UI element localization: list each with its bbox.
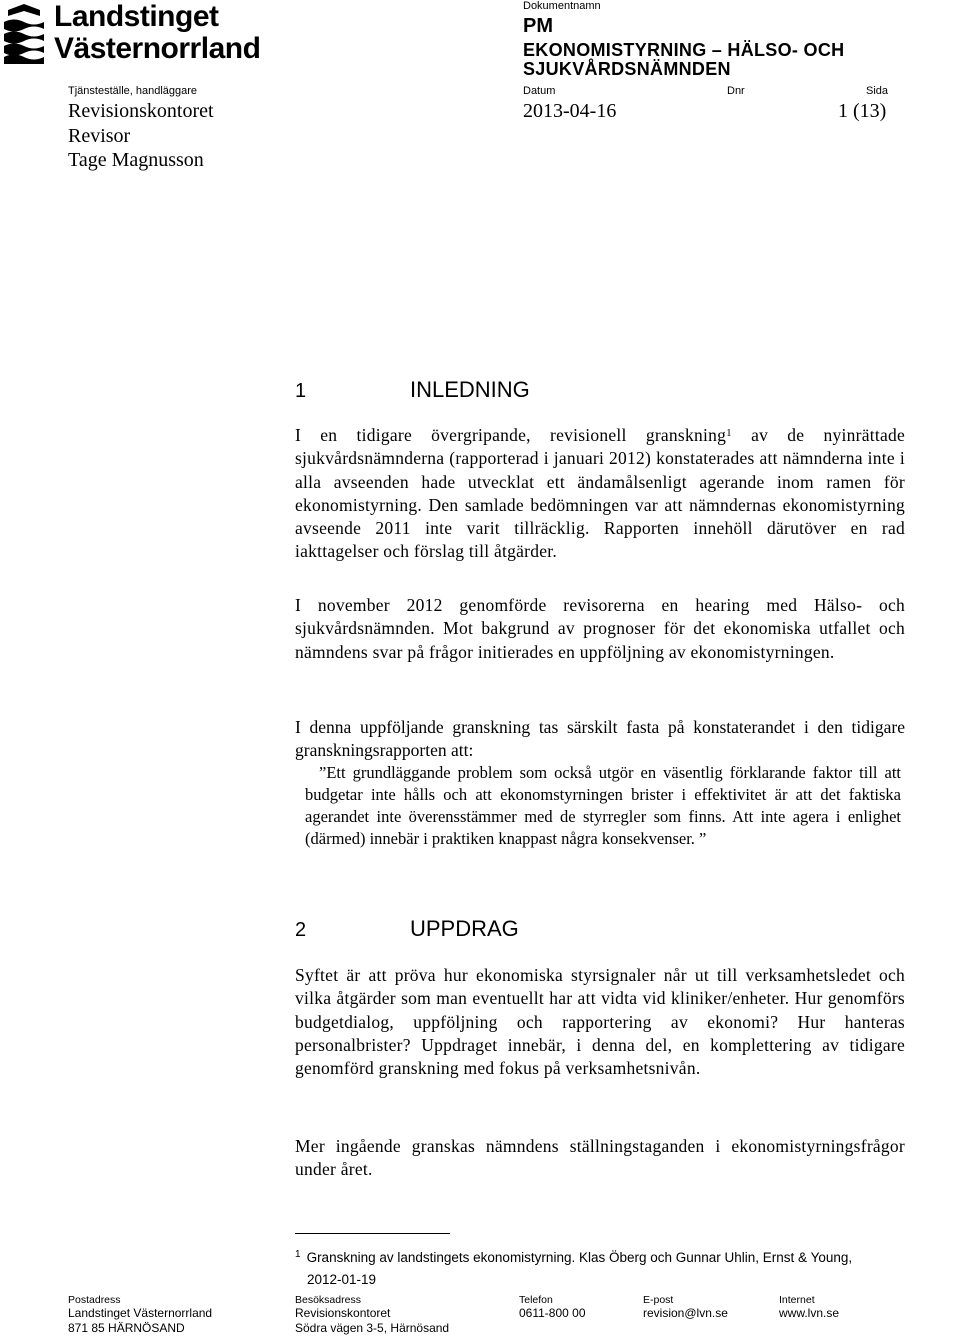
intro-paragraph — [295, 424, 905, 564]
section-title: INLEDNING — [410, 377, 530, 402]
page-label: Sida — [866, 85, 889, 97]
footer-phone-label: Telefon — [519, 1294, 553, 1306]
footnote-line2: 2012-01-19 — [307, 1272, 377, 1287]
organization-logo — [2, 0, 282, 68]
footnote-separator — [295, 1233, 450, 1234]
footer-postal-line1: Landstinget Västernorrland — [68, 1306, 213, 1320]
logo-wordmark-line2: Västernorrland — [54, 32, 261, 65]
footer-postal-label: Postadress — [68, 1294, 121, 1306]
department: Revisionskontoret — [68, 100, 214, 122]
page-number: 1 (13) — [838, 100, 887, 122]
quoted-finding: ”Ett grundläggande problem som också utgör en väsentlig förklarande faktor till att budgetar inte hålls och att ekonomstyrningen brister i effektivitet är att det faktiska agerandet inte överensstämmer med de styrregler som finns. Att inte agera i enlighet (därmed) innebär i praktiken knappast några konsekvenser. ” — [305, 763, 901, 848]
document-date: 2013-04-16 — [523, 100, 617, 122]
footer-phone: 0611-800 00 — [519, 1306, 586, 1320]
footer-email-label: E-post — [643, 1294, 674, 1306]
footnote-line1 — [295, 1248, 895, 1270]
hearing-paragraph: I november 2012 genomförde revisorerna en hearing med Hälso- och sjukvårdsnämnden. Mot bakgrund av prognoser för det ekonomiska utfallet och nämndens svar på frågor initierades en uppföljning av ekonomistyrningen. — [295, 595, 905, 662]
section-number: 2 — [295, 919, 307, 941]
section-title: UPPDRAG — [410, 916, 519, 941]
footnote-text: Granskning av landstingets ekonomistyrning. Klas Öberg och Gunnar Uhlin, Ernst & Young, — [306, 1250, 853, 1265]
author-role: Revisor — [68, 125, 131, 147]
footer-postal-line2: 871 85 HÄRNÖSAND — [68, 1321, 185, 1335]
footer-web-link[interactable]: www.lvn.se — [779, 1306, 840, 1320]
intro-text-rest: av de nyinrättade sjukvårdsnämnderna (rapporterad i januari 2012) konstaterades att nämnderna inte i alla avseenden hade utvecklat ett ändamålsenligt agerande inom ramen för ekonomistyrning. Den samlade bedömningen var att nämndernas ekonomistyrning avseende 2011 inte varit tillräcklig. Rapporten innehöll därutöver en rad iakttagelser och förslag till åtgärder. — [295, 425, 905, 562]
intro-text-start: I en tidigare övergripande, revisionell granskning — [295, 425, 727, 445]
footer-web-label: Internet — [779, 1294, 815, 1306]
workplace-label: Tjänsteställe, handläggare — [68, 85, 198, 97]
assignment-paragraph: Syftet är att pröva hur ekonomiska styrsignaler når ut till verksamhetsledet och vilka åtgärder som man eventuellt har att vidta vid kliniker/enheter. Hur genomförs budgetdialog, uppföljning och rapportering av ekonomi? Hur hanteras personalbrister? Uppdraget innebär, i denna del, en komplettering av tidigare genomförd granskning med fokus på verksamhetsnivån. — [295, 965, 905, 1079]
footer-visit-line2: Södra vägen 3-5, Härnösand — [295, 1321, 450, 1335]
footer-visit-line1: Revisionskontoret — [295, 1306, 391, 1320]
dnr-label: Dnr — [727, 85, 745, 97]
footnote — [295, 1248, 895, 1290]
scope-paragraph: Mer ingående granskas nämndens ställningstaganden i ekonomistyrningsfrågor under året. — [295, 1136, 905, 1180]
docname-label: Dokumentnamn — [523, 0, 601, 12]
followup-paragraph: I denna uppföljande granskning tas särskilt fasta på konstaterandet i den tidigare granskningsrapporten att: — [295, 717, 905, 761]
date-label: Datum — [523, 85, 556, 97]
footer-email-link[interactable]: revision@lvn.se — [643, 1306, 728, 1320]
footer-visit-label: Besöksadress — [295, 1294, 361, 1306]
waves-emblem-icon — [2, 4, 46, 64]
logo-wordmark-line1: Landstinget — [54, 0, 219, 33]
footnote-number: 1 — [295, 1249, 301, 1260]
footnote-reference: 1 — [726, 427, 732, 439]
author-name: Tage Magnusson — [68, 149, 204, 171]
document-subject: EKONOMISTYRNING – HÄLSO- OCH SJUKVÅRDSNÄMNDEN — [523, 40, 845, 79]
document-type: PM — [523, 15, 553, 37]
section-number: 1 — [295, 380, 307, 402]
